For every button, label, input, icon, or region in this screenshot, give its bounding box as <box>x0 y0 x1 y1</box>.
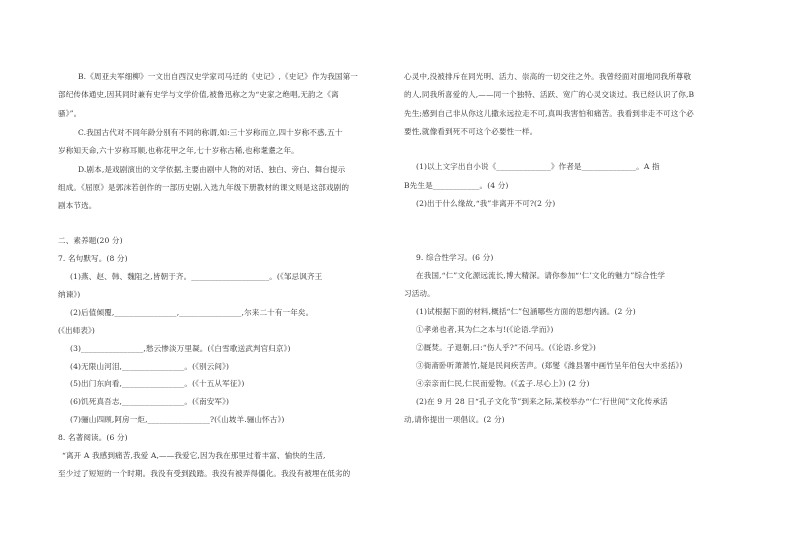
q7-title: 7. 名句默写。(8 分) <box>58 254 128 263</box>
q9-material-4: ④亲亲而仁民,仁民而爱物。(《孟子.尽心上》) (2 分) <box>416 379 590 388</box>
q9-material-3: ③衙斋卧听萧萧竹,疑是民间疾苦声。(郑燮《潍县署中画竹呈年伯包大中丞括》) <box>416 361 683 370</box>
q7-item-7: (7)骊山四顾,阿房一炬,________________?(《山坡羊.骊山怀古》) <box>70 415 285 424</box>
q7-item-6: (6)饥死真吾志,________________。(《南安军》) <box>70 397 230 406</box>
q8-sub-1a: (1)以上文字出自小说《______________》作者是______________。A 指 <box>416 162 660 171</box>
q9-sub-2b: 动,请你提出一项倡议。(2 分) <box>404 415 505 424</box>
q9-sub-2a: (2)在 9 月 28 日“孔子文化节”到来之际,某校举办“‘仁’行世间”文化传承活 <box>416 397 668 406</box>
section-title: 二、素养题(20 分) <box>58 236 123 245</box>
q7-item-4: (4)无限山河泪,________________。(《别云间》) <box>70 362 230 371</box>
passage-line-4: 要性,就像看到死不可这个必要性一样。 <box>404 127 538 136</box>
q8-sub-1b: B先生是____________。(4 分) <box>404 181 509 190</box>
q7-item-1b: 纳谏》) <box>58 290 81 299</box>
q7-item-2: (2)后值倾覆,________________,________________,尔来二十有一年矣。 <box>70 308 314 317</box>
passage-line-1: 心灵中,没被排斥在同光明、活力、崇高的一切交往之外。我曾经面对面地同我所尊敬 <box>404 72 692 81</box>
q9-sub-1: (1)试根据下面的材料,概括“仁”包涵哪些方面的思想内涵。(2 分) <box>416 307 636 316</box>
q9-intro-line-1: 在我国,“仁”文化源远流长,博大精深。请你参加“‘仁’文化的魅力”综合性学 <box>416 271 666 280</box>
option-d-line-1: D.剧本,是戏剧演出的文学依据,主要由剧中人物的对话、独白、旁白、舞台提示 <box>78 165 346 174</box>
option-d-line-2: 组成。《屈原》是郭沫若创作的一部历史剧,入选九年级下册教材的课文则是这部戏剧的 <box>58 183 350 192</box>
option-b-line-1: B.《周亚夫军细柳》一文出自西汉史学家司马迁的《史记》,《史记》作为我国第一 <box>78 72 358 81</box>
option-b-line-2: 部纪传体通史,因其同时兼有史学与文学价值,被鲁迅称之为“史家之绝唱,无韵之《离 <box>58 90 339 99</box>
passage-line-2: 的人,同我所喜爱的人,——同一个独特、活跃、宽广的心灵交谈过。我已经认识了你,B <box>404 90 695 99</box>
passage-line-3: 先生;感到自己非从你这儿撒永远拉走不可,真叫我害怕和痛苦。我看到非走不可这个必 <box>404 109 694 118</box>
option-c-line-1: C.我国古代对不同年龄分别有不同的称谓,如:三十岁称而立,四十岁称不惑,五十 <box>78 128 343 137</box>
q8-title: 8. 名著阅读。(6 分) <box>58 433 128 442</box>
q7-item-5: (5)出门东向看,________________。(《十五从军征》) <box>70 379 245 388</box>
q8-passage-line-1: “离开 A 我感到痛苦,我爱 A,——我爱它,因为我在那里过着丰富、愉快的生活, <box>62 451 326 460</box>
q9-material-2: ②厩焚。子退朝,曰:“伤人乎?”不问马。(《论语.乡党》) <box>416 343 596 352</box>
option-d-line-3: 剧本节选。 <box>58 201 97 210</box>
q7-item-3: (3)________________,愁云惨淡万里凝。(《白雪歌送武判官归京》) <box>70 344 291 353</box>
q9-material-1: ①孝弟也者,其为仁之本与!(《论语.学而》) <box>416 325 554 334</box>
q7-item-2b: (《出师表》) <box>58 326 95 335</box>
option-c-line-2: 岁称知天命,六十岁称耳顺,也称花甲之年,七十岁称古稀,也称耄耋之年。 <box>58 146 299 155</box>
q8-passage-line-2: 至少过了短短的一个时期。我没有受到践踏。我没有被弄得僵化。我没有被埋在低劣的 <box>58 469 351 478</box>
option-b-line-3: 骚》”。 <box>58 109 82 118</box>
q8-sub-2: (2)出于什么缘故,“我”非离开不可?(2 分) <box>416 199 556 208</box>
q7-item-1a: (1)燕、赵、韩、魏阻之,皆朝于齐。____________________。(《邹忌讽齐王 <box>70 272 323 281</box>
q9-title: 9. 综合性学习。(6 分) <box>416 253 494 262</box>
q9-intro-line-2: 习活动。 <box>404 289 435 298</box>
